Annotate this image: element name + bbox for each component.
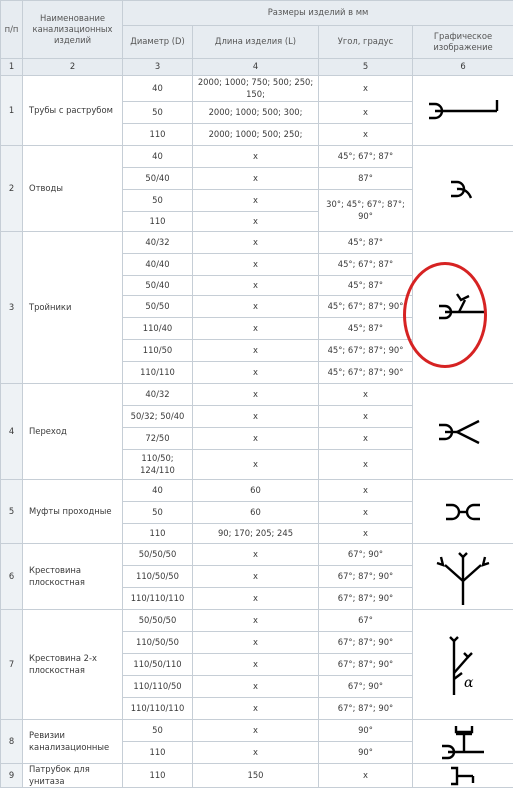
diameter-cell: 110 xyxy=(123,124,193,146)
row-number: 5 xyxy=(1,480,23,544)
row-number: 8 xyxy=(1,720,23,764)
angle-cell: 45°; 87° xyxy=(319,318,413,340)
product-name: Отводы xyxy=(23,146,123,232)
diameter-cell: 110/40 xyxy=(123,318,193,340)
reducer-icon xyxy=(415,417,511,447)
length-cell: x xyxy=(193,232,319,254)
table-row xyxy=(1,384,513,406)
product-name: Муфты проходные xyxy=(23,480,123,544)
length-cell: x xyxy=(193,406,319,428)
angle-cell: x xyxy=(319,450,413,480)
length-cell: x xyxy=(193,698,319,720)
diameter-cell: 110/50/50 xyxy=(123,566,193,588)
length-cell: x xyxy=(193,742,319,764)
diameter-cell: 50/40 xyxy=(123,276,193,296)
angle-cell: x xyxy=(319,764,413,788)
length-cell: x xyxy=(193,566,319,588)
length-cell: x xyxy=(193,610,319,632)
angle-cell: x xyxy=(319,406,413,428)
length-cell: x xyxy=(193,146,319,168)
angle-cell: 45°; 87° xyxy=(319,276,413,296)
product-name: Патрубок для унитаза xyxy=(23,764,123,788)
length-cell: x xyxy=(193,168,319,190)
length-cell: x xyxy=(193,676,319,698)
row-number: 1 xyxy=(1,76,23,146)
length-cell: 90; 170; 205; 245 xyxy=(193,524,319,544)
angle-cell: x xyxy=(319,524,413,544)
angle-cell: 67°; 87°; 90° xyxy=(319,588,413,610)
angle-cell: 45°; 67°; 87°; 90° xyxy=(319,362,413,384)
table-row xyxy=(1,232,513,254)
cross-flat-icon xyxy=(415,547,511,607)
diameter-cell: 110/110/110 xyxy=(123,698,193,720)
angle-cell: x xyxy=(319,124,413,146)
row-number: 2 xyxy=(1,146,23,232)
graphic-cell xyxy=(413,610,513,720)
angle-cell: 67°; 87°; 90° xyxy=(319,632,413,654)
angle-cell: x xyxy=(319,480,413,502)
angle-cell: 45°; 67°; 87°; 90° xyxy=(319,296,413,318)
diameter-cell: 50 xyxy=(123,102,193,124)
row-number: 3 xyxy=(1,232,23,384)
row-number: 4 xyxy=(1,384,23,480)
angle-cell: 30°; 45°; 67°; 87°; 90° xyxy=(319,190,413,232)
diameter-cell: 40/32 xyxy=(123,384,193,406)
diameter-cell: 40/40 xyxy=(123,254,193,276)
row-number: 9 xyxy=(1,764,23,788)
graphic-cell xyxy=(413,384,513,480)
angle-cell: 67°; 87°; 90° xyxy=(319,566,413,588)
table-row xyxy=(1,76,513,102)
angle-cell: 45°; 67°; 87° xyxy=(319,254,413,276)
length-cell: x xyxy=(193,254,319,276)
diameter-cell: 50/50 xyxy=(123,296,193,318)
diameter-cell: 50/50/50 xyxy=(123,610,193,632)
length-cell: x xyxy=(193,340,319,362)
coupling-icon xyxy=(415,497,511,527)
length-cell: x xyxy=(193,190,319,212)
length-cell: x xyxy=(193,544,319,566)
pipe-socket-icon xyxy=(415,96,511,126)
diameter-cell: 50 xyxy=(123,190,193,212)
table-row xyxy=(1,764,513,788)
col-number: 5 xyxy=(319,59,413,76)
header-length: Длина изделия (L) xyxy=(193,26,319,59)
length-cell: 2000; 1000; 500; 300; xyxy=(193,102,319,124)
diameter-cell: 40 xyxy=(123,146,193,168)
diameter-cell: 40/32 xyxy=(123,232,193,254)
angle-cell: 45°; 87° xyxy=(319,232,413,254)
col-number: 3 xyxy=(123,59,193,76)
col-number: 1 xyxy=(1,59,23,76)
length-cell: 60 xyxy=(193,480,319,502)
diameter-cell: 40 xyxy=(123,76,193,102)
angle-cell: x xyxy=(319,76,413,102)
diameter-cell: 50/32; 50/40 xyxy=(123,406,193,428)
table-row xyxy=(1,480,513,502)
angle-cell: x xyxy=(319,102,413,124)
product-name: Крестовина плоскостная xyxy=(23,544,123,610)
diameter-cell: 110/50/50 xyxy=(123,632,193,654)
angle-cell: 67°; 90° xyxy=(319,676,413,698)
angle-cell: x xyxy=(319,502,413,524)
length-cell: x xyxy=(193,428,319,450)
angle-cell: 67°; 87°; 90° xyxy=(319,654,413,676)
graphic-cell xyxy=(413,232,513,384)
angle-cell: 90° xyxy=(319,720,413,742)
length-cell: x xyxy=(193,318,319,340)
product-name: Тройники xyxy=(23,232,123,384)
length-cell: x xyxy=(193,588,319,610)
header-diameter: Диаметр (D) xyxy=(123,26,193,59)
diameter-cell: 110/50; 124/110 xyxy=(123,450,193,480)
header-sizes: Размеры изделий в мм xyxy=(123,1,513,26)
header-name: Наименование канализационных изделий xyxy=(23,1,123,59)
diameter-cell: 110 xyxy=(123,524,193,544)
diameter-cell: 110 xyxy=(123,212,193,232)
angle-cell: 45°; 67°; 87° xyxy=(319,146,413,168)
table-row xyxy=(1,146,513,168)
table-row xyxy=(1,544,513,566)
graphic-cell xyxy=(413,76,513,146)
diameter-cell: 50 xyxy=(123,720,193,742)
graphic-cell xyxy=(413,480,513,544)
angle-cell: x xyxy=(319,428,413,450)
diameter-cell: 110 xyxy=(123,742,193,764)
length-cell: x xyxy=(193,276,319,296)
toilet-pipe-icon xyxy=(415,765,511,787)
diameter-cell: 50/50/50 xyxy=(123,544,193,566)
length-cell: x xyxy=(193,296,319,318)
tee-icon xyxy=(415,286,511,330)
header-angle: Угол, градус xyxy=(319,26,413,59)
bend-icon xyxy=(415,174,511,204)
graphic-cell xyxy=(413,146,513,232)
header-num: п/п xyxy=(1,1,23,59)
diameter-cell: 50/40 xyxy=(123,168,193,190)
length-cell: x xyxy=(193,632,319,654)
angle-cell: x xyxy=(319,384,413,406)
diameter-cell: 110/110/50 xyxy=(123,676,193,698)
revision-icon xyxy=(415,722,511,762)
angle-cell: 67°; 87°; 90° xyxy=(319,698,413,720)
graphic-cell xyxy=(413,544,513,610)
length-cell: 60 xyxy=(193,502,319,524)
cross-2plane-icon xyxy=(415,633,511,697)
graphic-cell xyxy=(413,764,513,788)
length-cell: 2000; 1000; 500; 250; xyxy=(193,124,319,146)
diameter-cell: 110 xyxy=(123,764,193,788)
product-name: Ревизии канализационные xyxy=(23,720,123,764)
svg-text:α: α xyxy=(464,674,474,691)
length-cell: x xyxy=(193,720,319,742)
length-cell: 2000; 1000; 750; 500; 250; 150; xyxy=(193,76,319,102)
graphic-cell xyxy=(413,720,513,764)
angle-cell: 67° xyxy=(319,610,413,632)
diameter-cell: 50 xyxy=(123,502,193,524)
product-name: Крестовина 2-х плоскостная xyxy=(23,610,123,720)
angle-cell: 45°; 67°; 87°; 90° xyxy=(319,340,413,362)
product-name: Трубы с раструбом xyxy=(23,76,123,146)
product-name: Переход xyxy=(23,384,123,480)
length-cell: 150 xyxy=(193,764,319,788)
angle-cell: 87° xyxy=(319,168,413,190)
length-cell: x xyxy=(193,450,319,480)
diameter-cell: 110/110/110 xyxy=(123,588,193,610)
row-number: 7 xyxy=(1,610,23,720)
row-number: 6 xyxy=(1,544,23,610)
angle-cell: 90° xyxy=(319,742,413,764)
length-cell: x xyxy=(193,654,319,676)
diameter-cell: 110/50/110 xyxy=(123,654,193,676)
diameter-cell: 110/50 xyxy=(123,340,193,362)
diameter-cell: 72/50 xyxy=(123,428,193,450)
col-number: 4 xyxy=(193,59,319,76)
diameter-cell: 110/110 xyxy=(123,362,193,384)
col-number: 2 xyxy=(23,59,123,76)
angle-cell: 67°; 90° xyxy=(319,544,413,566)
length-cell: x xyxy=(193,362,319,384)
length-cell: x xyxy=(193,212,319,232)
header-graphic: Графическое изображение xyxy=(413,26,513,59)
length-cell: x xyxy=(193,384,319,406)
diameter-cell: 40 xyxy=(123,480,193,502)
table-row xyxy=(1,610,513,632)
table-row xyxy=(1,720,513,742)
col-number: 6 xyxy=(413,59,513,76)
